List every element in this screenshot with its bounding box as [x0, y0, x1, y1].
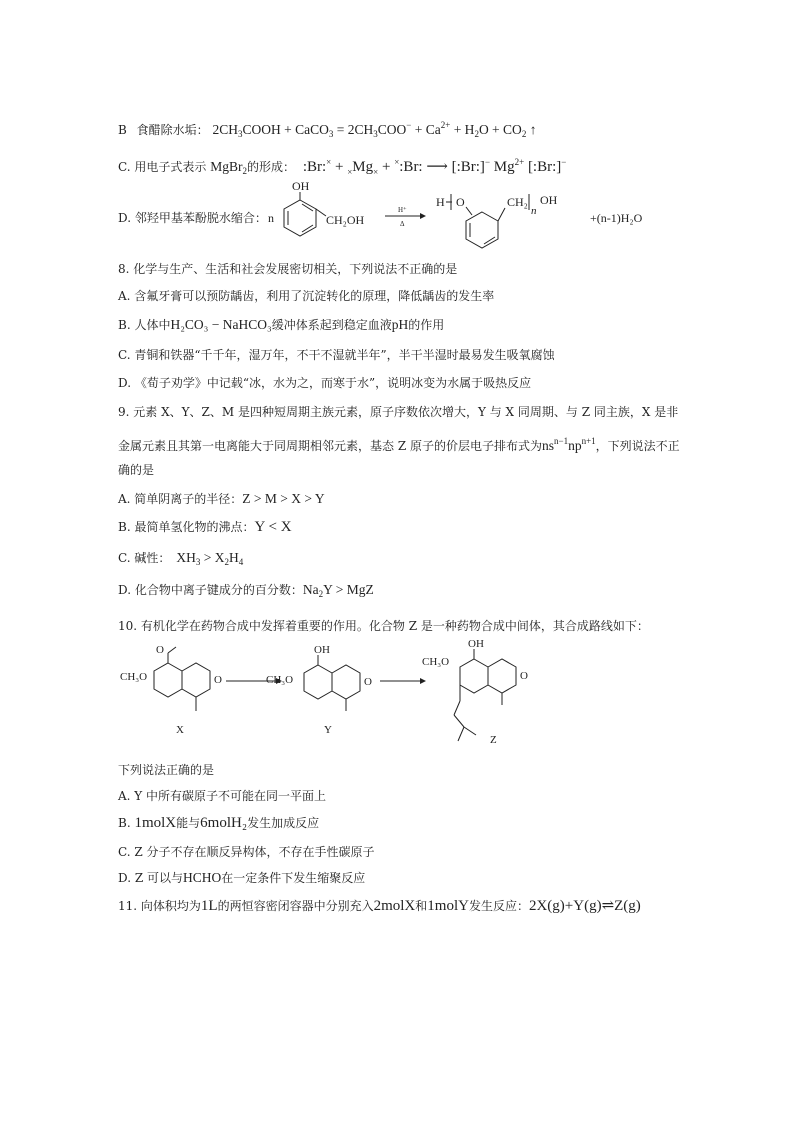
svg-text:H⁺: H⁺: [398, 206, 407, 214]
svg-text:CH₃O: CH₃O: [266, 674, 294, 686]
q9-stem-2: 金属元素且其第一电离能大于同周期相邻元素，基态 Z 原子的价层电子排布式为$ns^{n-1}np^{n+1}$，下列说法不正: [118, 436, 680, 453]
svg-text:O: O: [520, 670, 528, 682]
svg-text:O: O: [364, 676, 372, 688]
q8-option-d: D. 《荀子劝学》中记载“冰，水为之，而寒于水”，说明冰变为水属于吸热反应: [118, 376, 532, 390]
svg-text:CH₂: CH₂: [507, 195, 528, 209]
q7-option-b: B 食醋除水垢： $2CH_3COOH$ + CaCO$_3$ = $2CH_3COO^- + Ca^{2+} + H_2O + CO_2$ ↑: [118, 120, 537, 139]
svg-text:OH: OH: [468, 638, 484, 650]
svg-text:CH₃O: CH₃O: [120, 671, 148, 683]
polycondensation-scheme: [260, 178, 720, 248]
svg-text:Z: Z: [490, 734, 497, 746]
electron-dot-formation: :Br:× + $_\times Mg_\times$ + ×:Br: ⟶ [:Br:]− $Mg^{2+}$ [:Br:]−: [302, 157, 567, 177]
vinegar-equation: $2CH_3COOH$ + CaCO$_3$ = $2CH_3COO^- + Ca^{2+} + H_2O + CO_2$ ↑: [212, 120, 537, 139]
q10-option-c: C. Z 分子不存在顺反异构体，不存在手性碳原子: [118, 845, 375, 859]
svg-text:Y: Y: [324, 724, 332, 736]
svg-text:OH: OH: [540, 193, 558, 207]
q9-option-b: B. 最简单氢化物的沸点：Y < X: [118, 519, 292, 535]
svg-text:CH₃O: CH₃O: [422, 656, 450, 668]
q9-option-a: A. 简单阴离子的半径：Z > M > X > Y: [118, 491, 325, 506]
synthesis-route: [118, 638, 658, 755]
q7-option-d: D. 邻羟甲基苯酚脱水缩合：: [118, 211, 267, 225]
svg-text:X: X: [176, 724, 184, 736]
svg-text:n: n: [531, 205, 537, 217]
q8-stem: 8. 化学与生产、生活和社会发展密切相关，下列说法不正确的是: [118, 262, 458, 276]
svg-text:O: O: [156, 644, 164, 656]
q9-stem-3: 确的是: [118, 463, 155, 477]
svg-text:O: O: [214, 674, 222, 686]
q9-option-d: D. 化合物中离子键成分的百分数：$Na_2Y$ > MgZ: [118, 582, 374, 599]
svg-text:Δ: Δ: [400, 220, 405, 228]
q11-stem: 11. 向体积均为1L的两恒容密闭容器中分别充入2molX和1molY发生反应：2X(g)+Y(g)⇌Z(g): [118, 898, 641, 914]
svg-text:OH: OH: [314, 644, 330, 656]
q10-option-d: D. Z 可以与HCHO在一定条件下发生缩聚反应: [118, 870, 366, 885]
q7-option-c: C. 用电子式表示 MgBr$_2$的形成： :Br:× + $_\times Mg_\times$ + ×:Br: ⟶ [:Br:]− $Mg^{2+}$ [:Br:]−: [118, 157, 567, 177]
svg-text:n: n: [268, 211, 274, 225]
q9-option-c: C. 碱性： $XH_3 > X_2H_4$: [118, 550, 244, 567]
q8-option-c: C. 青铜和铁器“千千年，湿万年，不干不湿就半年”，半干半湿时最易发生吸氧腐蚀: [118, 348, 555, 362]
svg-text:H: H: [436, 195, 445, 209]
q9-stem-1: 9. 元素 X、Y、Z、M 是四种短周期主族元素，原子序数依次增大，Y 与 X 同周期、与 Z 同主族，X 是非: [118, 405, 679, 419]
svg-text:OH: OH: [292, 179, 310, 193]
q10-option-b: B. 1molX能与6molH₂发生加成反应: [118, 815, 320, 831]
q8-option-a: A. 含氟牙膏可以预防龋齿，利用了沉淀转化的原理，降低龋齿的发生率: [118, 289, 495, 303]
svg-text:+(n-1)H₂O: +(n-1)H₂O: [590, 211, 643, 225]
q10-option-a: A. Y 中所有碳原子不可能在同一平面上: [118, 789, 327, 803]
q8-option-b: B. 人体中H₂CO₃ − NaHCO₃缓冲体系起到稳定血液pH的作用: [118, 317, 445, 332]
q10-ask: 下列说法正确的是: [118, 763, 215, 777]
q10-stem: 10. 有机化学在药物合成中发挥着重要的作用。化合物 Z 是一种药物合成中间体，其合成路线如下：: [118, 619, 649, 633]
svg-text:CH₂OH: CH₂OH: [326, 213, 365, 227]
svg-text:O: O: [456, 195, 465, 209]
